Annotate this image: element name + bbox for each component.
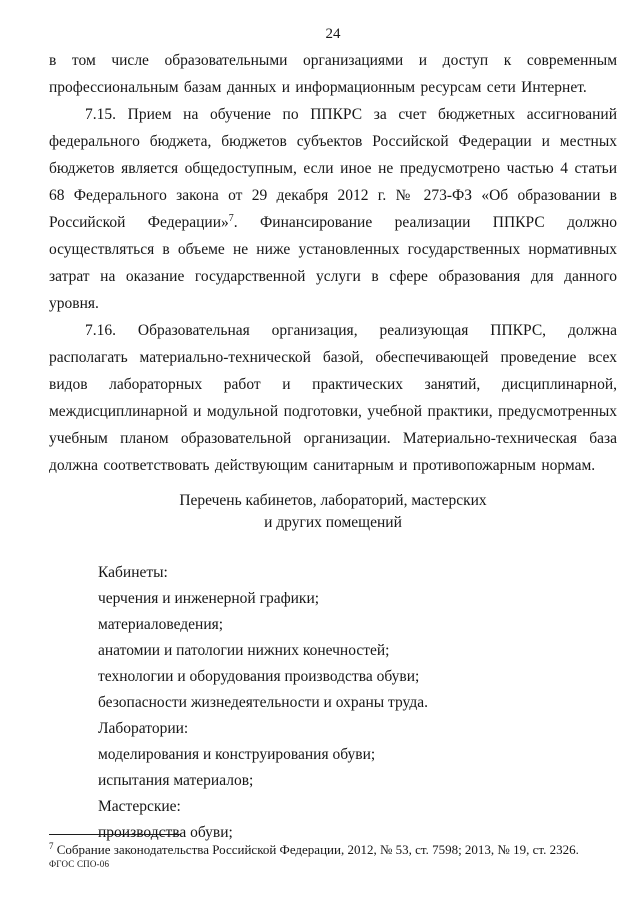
- footnote-reference-7: 7: [228, 213, 234, 224]
- page-content: [49, 47, 617, 846]
- list-item-laboratories-header: Лаборатории:: [98, 720, 189, 737]
- footnote-area: [49, 834, 617, 870]
- footnote-marker-7: 7: [49, 841, 54, 851]
- facility-list: [98, 560, 617, 846]
- paragraph-7-15-text-after-footnote: . Финансирование реализации ППКРС должно осуществляться в объеме не ниже установленных государственных нормативных затрат на оказание государственной услуги в сфере образования для данного уровня.: [49, 214, 617, 312]
- list-item: технологии и оборудования производства обуви;: [98, 668, 420, 685]
- section-heading-line-1: Перечень кабинетов, лабораторий, мастерских: [179, 492, 487, 509]
- paragraph-7-15-text-before-footnote: 7.15. Прием на обучение по ППКРС за счет бюджетных ассигнований федерального бюджета, бюджетов субъектов Российской Федерации и местных бюджетов является общедоступным, если иное не предусмотрено частью 4 статьи 68 Федерального закона от 29 декабря 2012 г. № 273-ФЗ «Об образовании в Российской Федерации»: [49, 106, 617, 231]
- section-heading-line-2: и других помещений: [264, 514, 402, 531]
- section-heading: [49, 490, 617, 534]
- footnote-text: Собрание законодательства Российской Федерации, 2012, № 53, ст. 7598; 2013, № 19, ст. 2326.: [53, 842, 579, 857]
- list-item-workshops-header: Мастерские:: [98, 798, 181, 815]
- page-number: 24: [325, 26, 341, 42]
- list-item: черчения и инженерной графики;: [98, 590, 320, 607]
- list-item-cabinets-header: Кабинеты:: [98, 564, 168, 581]
- paragraph-7-15: [49, 101, 617, 317]
- list-item: безопасности жизнедеятельности и охраны труда.: [98, 694, 428, 711]
- footnote-divider: [49, 834, 181, 835]
- list-item: производства обуви;: [98, 824, 233, 841]
- list-item: анатомии и патологии нижних конечностей;: [98, 642, 390, 659]
- list-item: моделирования и конструирования обуви;: [98, 746, 376, 763]
- list-item: испытания материалов;: [98, 772, 254, 789]
- paragraph-7-16: 7.16. Образовательная организация, реализующая ППКРС, должна располагать материально-технической базой, обеспечивающей проведение всех видов лабораторных работ и практических занятий, дисциплинарной, междисциплинарной и модульной подготовки, учебной практики, предусмотренных учебным планом образовательной организации. Материально-техническая база должна соответствовать действующим санитарным и противопожарным нормам.: [49, 322, 617, 474]
- document-code: ФГОС СПО-06: [49, 859, 110, 869]
- footnote: [49, 839, 617, 857]
- paragraph-continuation: в том числе образовательными организациями и доступ к современным профессиональным базам данных и информационным ресурсам сети Интернет.: [49, 52, 617, 96]
- list-item: материаловедения;: [98, 616, 224, 633]
